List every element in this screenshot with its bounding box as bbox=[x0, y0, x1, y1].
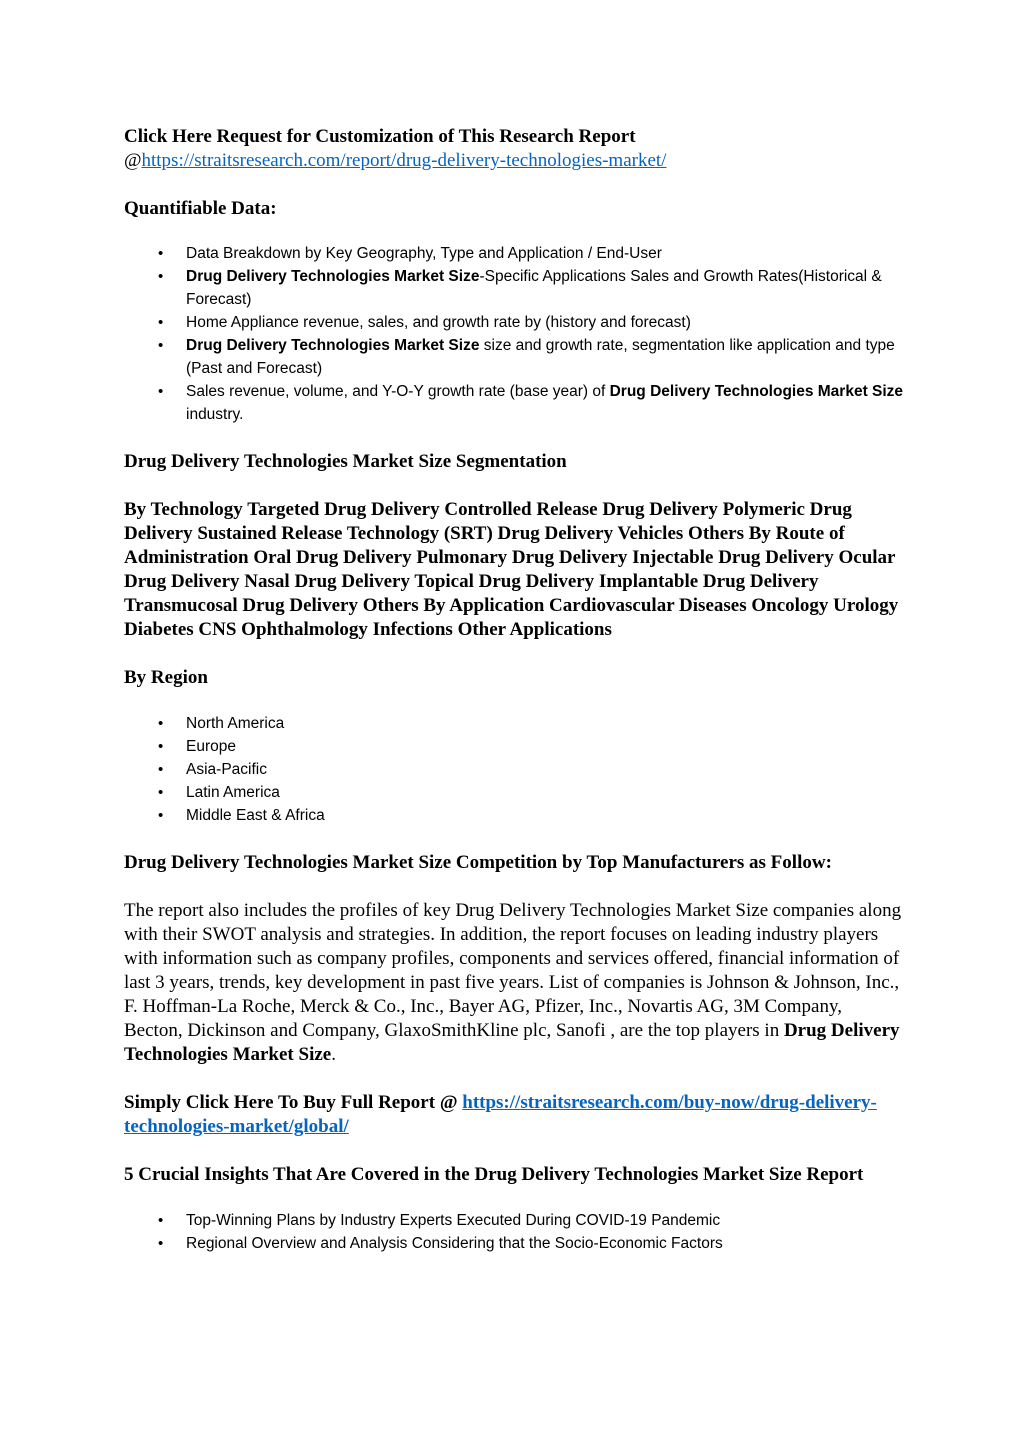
bullet-icon: • bbox=[158, 738, 164, 755]
bullet-icon: • bbox=[158, 1212, 164, 1229]
bullet-icon: • bbox=[158, 245, 164, 262]
list-item: • Middle East & Africa bbox=[124, 804, 904, 827]
region-heading: By Region bbox=[124, 667, 208, 688]
competition-body: The report also includes the profiles of key Drug Delivery Technologies Market Size companies along with their SWOT analysis and strategies. In addition, the report focuses on leading industry players with information such as company profiles, components and services offered, financial information of last 3 years, trends, key development in past five years. List of companies is Johnson & Johnson, Inc., F. Hoffman-La Roche, Merck & Co., Inc., Bayer AG, Pfizer, Inc., Novartis AG, 3M Company, Becton, Dickinson and Company, GlaxoSmithKline plc, Sanofi , are the top players in Drug Delivery Technologies Market Size. bbox=[124, 900, 902, 1065]
list-item: • Asia-Pacific bbox=[124, 758, 904, 781]
list-item: • Home Appliance revenue, sales, and growth rate by (history and forecast) bbox=[124, 311, 904, 334]
segmentation-body: By Technology Targeted Drug Delivery Controlled Release Drug Delivery Polymeric Drug Delivery Sustained Release Technology (SRT) Drug Delivery Vehicles Others By Route of Administration Oral Drug Delivery Pulmonary Drug Delivery Injectable Drug Delivery Ocular Drug Delivery Nasal Drug Delivery Topical Drug Delivery Implantable Drug Delivery Transmucosal Drug Delivery Others By Application Cardiovascular Diseases Oncology Urology Diabetes CNS Ophthalmology Infections Other Applications bbox=[124, 499, 899, 640]
list-item: • Drug Delivery Technologies Market Size-Specific Applications Sales and Growth Rates(Historical & Forecast) bbox=[124, 265, 904, 311]
buy-report-line bbox=[124, 1091, 904, 1139]
document-page bbox=[124, 125, 904, 1255]
list-item: • North America bbox=[124, 712, 904, 735]
insights-list bbox=[124, 1209, 904, 1255]
bullet-icon: • bbox=[158, 314, 164, 331]
bullet-icon: • bbox=[158, 383, 164, 400]
quantifiable-data-list bbox=[124, 242, 904, 426]
bullet-icon: • bbox=[158, 761, 164, 778]
customization-heading: Click Here Request for Customization of This Research Report bbox=[124, 126, 636, 147]
region-list bbox=[124, 712, 904, 827]
segmentation-heading: Drug Delivery Technologies Market Size Segmentation bbox=[124, 451, 567, 472]
list-item: • Top-Winning Plans by Industry Experts Executed During COVID-19 Pandemic bbox=[124, 1209, 904, 1232]
competition-body-bold: Drug Delivery Technologies Market Size bbox=[124, 1020, 900, 1065]
list-item: • Latin America bbox=[124, 781, 904, 804]
list-item: • Regional Overview and Analysis Considering that the Socio-Economic Factors bbox=[124, 1232, 904, 1255]
bullet-icon: • bbox=[158, 1235, 164, 1252]
list-item: • Data Breakdown by Key Geography, Type and Application / End-User bbox=[124, 242, 904, 265]
bullet-icon: • bbox=[158, 268, 164, 285]
competition-heading: Drug Delivery Technologies Market Size Competition by Top Manufacturers as Follow: bbox=[124, 852, 832, 873]
quantifiable-data-heading: Quantifiable Data: bbox=[124, 198, 277, 219]
customization-report-link[interactable]: https://straitsresearch.com/report/drug-delivery-technologies-market/ bbox=[141, 150, 667, 171]
bullet-icon: • bbox=[158, 337, 164, 354]
insights-heading: 5 Crucial Insights That Are Covered in the Drug Delivery Technologies Market Size Report bbox=[124, 1164, 864, 1185]
list-item: • Sales revenue, volume, and Y-O-Y growth rate (base year) of Drug Delivery Technologies Market Size industry. bbox=[124, 380, 904, 426]
list-item: • Drug Delivery Technologies Market Size size and growth rate, segmentation like application and type (Past and Forecast) bbox=[124, 334, 904, 380]
bullet-icon: • bbox=[158, 807, 164, 824]
bullet-icon: • bbox=[158, 784, 164, 801]
bullet-icon: • bbox=[158, 715, 164, 732]
buy-report-label: Simply Click Here To Buy Full Report @ bbox=[124, 1092, 463, 1113]
customization-link-line bbox=[124, 149, 904, 173]
buy-report-link[interactable]: https://straitsresearch.com/buy-now/drug-delivery-technologies-market/global/ bbox=[124, 1092, 877, 1137]
list-item: • Europe bbox=[124, 735, 904, 758]
at-sign: @ bbox=[124, 150, 142, 171]
